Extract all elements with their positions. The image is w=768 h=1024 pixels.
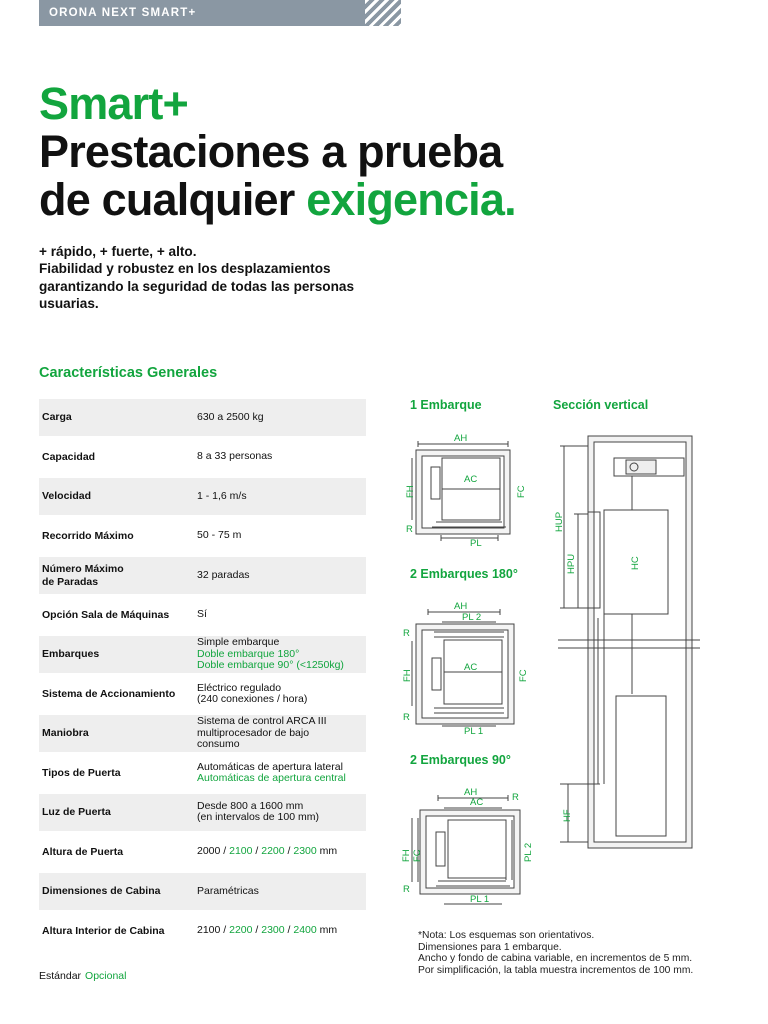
hero-line-1: Smart+ (39, 78, 189, 129)
legend (39, 970, 126, 982)
spec-label: Embarques (42, 648, 100, 661)
diagram-label-ac: AC (470, 797, 484, 808)
diagram-label-pl: PL (470, 538, 482, 549)
spec-value-standard: / (220, 845, 230, 858)
footnote-line: Dimensiones para 1 embarque. (418, 941, 562, 953)
diagram-label-r: R (403, 628, 410, 639)
spec-label: Número Máximo de Paradas (42, 563, 124, 588)
diagram-label-hpu: HPU (566, 553, 577, 574)
diagram-2-landing-90 (398, 780, 538, 910)
spec-row (39, 873, 366, 910)
diagram-title-vertical: Sección vertical (553, 398, 649, 412)
intro-text (39, 243, 459, 313)
header-label: ORONA NEXT SMART+ (49, 7, 197, 19)
diagram-label-fc: FC (516, 485, 527, 498)
spec-label: Altura Interior de Cabina (42, 924, 165, 937)
spec-value-optional: Automáticas de apertura central (197, 772, 346, 784)
spec-label: Sistema de Accionamiento (42, 687, 176, 700)
diagram-title-2-landing-90: 2 Embarques 90° (410, 753, 511, 767)
spec-value (197, 886, 365, 898)
spec-value (197, 716, 365, 751)
spec-value-optional: 2100 (229, 845, 253, 858)
spec-row (39, 438, 366, 475)
spec-label: Recorrido Máximo (42, 529, 134, 542)
spec-value-standard: Desde 800 a 1600 mm (en intervalos de 100 mm) (197, 799, 319, 824)
footnote (418, 930, 758, 976)
spec-value (197, 609, 365, 621)
header-stripes-decoration (365, 0, 401, 26)
spec-label: Altura de Puerta (42, 845, 124, 858)
spec-label: Capacidad (42, 450, 96, 463)
diagram-2-landing-180 (398, 596, 532, 742)
spec-value-optional: Doble embarque 180° Doble embarque 90° (<1250kg) (197, 647, 344, 672)
spec-value-standard: 1 - 1,6 m/s (197, 489, 247, 502)
intro-line: garantizando la seguridad de todas las personas (39, 278, 355, 294)
diagram-label-hup: HUP (554, 511, 565, 532)
footnote-line: Ancho y fondo de cabina variable, en incrementos de 5 mm. (418, 953, 693, 965)
intro-line: + rápido, + fuerte, + alto. (39, 244, 197, 259)
spec-row (39, 517, 366, 554)
diagram-label-ah: AH (464, 787, 478, 798)
spec-value-optional: 2200 (229, 924, 253, 937)
spec-value-optional: 2400 (293, 924, 317, 937)
diagram-label-r: R (403, 712, 410, 723)
spec-value-standard: 2100 (197, 924, 221, 937)
diagram-label-hc: HC (630, 556, 641, 570)
spec-label: Luz de Puerta (42, 806, 111, 819)
header-bar (39, 0, 401, 26)
spec-value (197, 801, 365, 824)
spec-value (197, 491, 365, 503)
spec-row (39, 754, 366, 791)
diagram-label-ah: AH (454, 433, 468, 444)
diagram-1-landing (398, 428, 530, 550)
spec-row (39, 833, 366, 870)
spec-value-standard: 50 - 75 m (197, 529, 242, 542)
diagram-label-pl2: PL 2 (462, 612, 482, 623)
spec-value-standard: mm (316, 924, 338, 937)
spec-value-standard: Paramétricas (197, 884, 259, 897)
spec-row (39, 794, 366, 831)
diagram-title-1-landing: 1 Embarque (410, 398, 482, 412)
spec-value (197, 451, 365, 463)
spec-row (39, 675, 366, 712)
hero-heading (39, 80, 759, 224)
spec-label: Velocidad (42, 490, 92, 503)
spec-value-standard: Eléctrico regulado (240 conexiones / hora) (197, 681, 308, 706)
spec-value (197, 412, 365, 424)
spec-row (39, 912, 366, 949)
spec-value (197, 530, 365, 542)
intro-line: Fiabilidad y robustez en los desplazamientos (39, 261, 331, 277)
diagram-label-pl1: PL 1 (470, 894, 490, 905)
spec-row (39, 478, 366, 515)
diagram-label-fh: FH (405, 485, 416, 498)
diagram-label-fc: FC (518, 669, 529, 682)
spec-value-optional: 2300 (293, 845, 317, 858)
diagram-label-ac: AC (464, 474, 478, 485)
diagram-label-ah: AH (454, 601, 468, 612)
spec-value-standard: 2000 (197, 845, 221, 858)
diagram-label-r: R (512, 792, 519, 803)
spec-value-optional: 2200 (261, 845, 285, 858)
spec-row (39, 715, 366, 752)
spec-value (197, 762, 365, 785)
spec-value-standard: 32 paradas (197, 568, 250, 581)
hero-line-2: Prestaciones a prueba (39, 126, 503, 177)
spec-row (39, 399, 366, 436)
spec-value (197, 925, 365, 937)
spec-row (39, 557, 366, 594)
spec-row (39, 596, 366, 633)
specs-title: Características Generales (39, 365, 218, 381)
spec-label: Dimensiones de Cabina (42, 885, 161, 898)
spec-value-standard: Automáticas de apertura lateral (197, 760, 343, 773)
diagram-label-fh: FH (402, 669, 413, 682)
spec-value (197, 683, 365, 706)
diagram-label-r: R (406, 524, 413, 535)
footnote-line: Por simplificación, la tabla muestra incrementos de 100 mm. (418, 964, 694, 976)
spec-value-standard: Sí (197, 608, 207, 621)
diagram-label-hf: HF (562, 809, 573, 822)
spec-value (197, 570, 365, 582)
spec-value-standard: 8 a 33 personas (197, 450, 273, 463)
diagram-label-pl1: PL 1 (464, 726, 484, 737)
spec-value-standard: 630 a 2500 kg (197, 410, 264, 423)
spec-value-standard: / (252, 845, 262, 858)
spec-value-standard: mm (316, 845, 338, 858)
diagram-title-2-landing-180: 2 Embarques 180° (410, 567, 518, 581)
hero-line-3a: de cualquier (39, 174, 307, 225)
spec-value (197, 637, 365, 672)
spec-value-standard: / (284, 845, 294, 858)
spec-label: Tipos de Puerta (42, 766, 121, 779)
diagram-label-ac: AC (464, 662, 478, 673)
spec-value-standard: / (252, 924, 262, 937)
intro-line: usuarias. (39, 296, 99, 312)
diagram-vertical-section (548, 428, 704, 854)
spec-label: Carga (42, 411, 72, 424)
specs-table (39, 399, 366, 952)
spec-value-optional: 2300 (261, 924, 285, 937)
diagram-label-fh: FH (401, 849, 412, 862)
legend-optional: Opcional (85, 970, 127, 982)
spec-label: Maniobra (42, 727, 89, 740)
spec-value-standard: Simple embarque (197, 636, 280, 649)
spec-value-standard: / (284, 924, 294, 937)
spec-value-standard: Sistema de control ARCA III multiprocesador de bajo consumo (197, 715, 327, 751)
footnote-line: *Nota: Los esquemas son orientativos. (418, 930, 595, 941)
legend-standard: Estándar (39, 970, 82, 982)
diagram-label-pl2: PL 2 (523, 842, 534, 862)
diagram-label-r: R (403, 884, 410, 895)
spec-value-standard: / (220, 924, 230, 937)
spec-value (197, 846, 365, 858)
spec-row (39, 636, 366, 673)
diagram-label-fc: FC (412, 849, 423, 862)
hero-line-3b: exigencia. (306, 174, 516, 225)
hero-line-3 (39, 176, 759, 224)
spec-label: Opción Sala de Máquinas (42, 608, 170, 621)
